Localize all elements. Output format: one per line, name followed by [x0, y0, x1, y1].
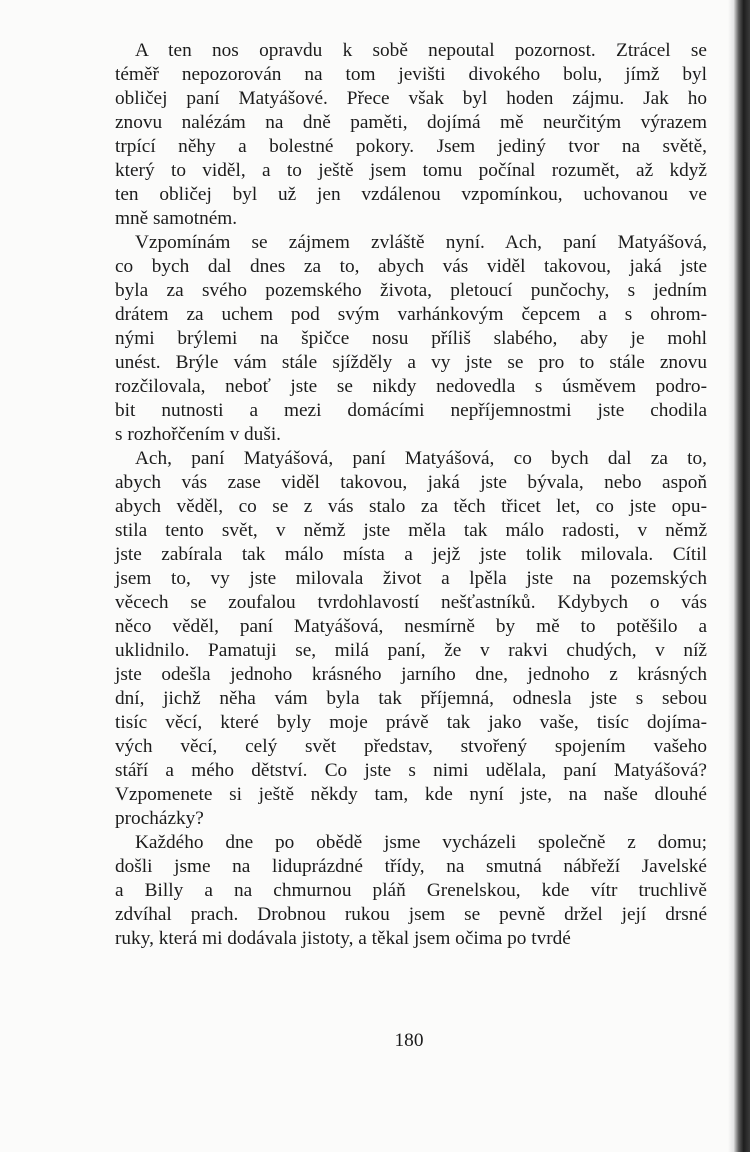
page-number-label: 180 — [394, 1030, 424, 1051]
text-line: jste odešla jednoho krásného jarního dne, jednoho z krásných — [115, 664, 707, 685]
text-line: co bych dal dnes za to, abych vás viděl takovou, jaká jste — [115, 256, 707, 277]
text-line: bit nutnosti a mezi domácími nepříjemnostmi jste chodila — [115, 400, 707, 421]
text-line: drátem za uchem pod svým varhánkovým čepcem a s ohrom- — [115, 304, 707, 325]
text-line: nými brýlemi na špičce nosu příliš slabého, aby je mohl — [115, 328, 707, 349]
text-line: s rozhořčením v duši. — [115, 424, 281, 445]
paragraph — [115, 447, 707, 831]
text-line: věcech se zoufalou tvrdohlavostí nešťastníků. Kdybych o vás — [115, 592, 707, 613]
text-line: zdvíhal prach. Drobnou rukou jsem se pevně držel její drsné — [115, 904, 707, 925]
page-number — [0, 1030, 750, 1052]
paragraph — [115, 831, 707, 951]
text-line: Vzpomenete si ještě někdy tam, kde nyní jste, na naše dlouhé — [115, 784, 707, 805]
text-line: tisíc věcí, které byly moje právě tak jako vaše, tisíc dojíma- — [115, 712, 707, 733]
text-line: jsem to, vy jste milovala život a lpěla jste na pozemských — [115, 568, 707, 589]
text-line: procházky? — [115, 808, 204, 829]
text-line: který to viděl, a to ještě jsem tomu počínal rozumět, až když — [115, 160, 707, 181]
text-line: Vzpomínám se zájmem zvláště nyní. Ach, paní Matyášová, — [135, 232, 707, 253]
text-line: byla za svého pozemského života, pletoucí punčochy, s jedním — [115, 280, 707, 301]
text-line: vých věcí, celý svět představ, stvořený spojením vašeho — [115, 736, 707, 757]
text-line: stáří a mého dětství. Co jste s nimi udělala, paní Matyášová? — [115, 760, 707, 781]
text-line: Každého dne po obědě jsme vycházeli společně z domu; — [135, 832, 707, 853]
page-body-text — [115, 39, 707, 951]
text-line: abych vás zase viděl takovou, jaká jste bývala, nebo aspoň — [115, 472, 707, 493]
text-line: došli jsme na liduprázdné třídy, na smutná nábřeží Javelské — [115, 856, 707, 877]
text-line: ten obličej byl už jen vzdálenou vzpomínkou, uchovanou ve — [115, 184, 707, 205]
text-line: obličej paní Matyášové. Přece však byl hoden zájmu. Jak ho — [115, 88, 707, 109]
text-line: mně samotném. — [115, 208, 238, 229]
text-line: dní, jichž něha vám byla tak příjemná, odnesla jste s sebou — [115, 688, 707, 709]
book-binding-edge — [734, 0, 750, 1152]
paragraph — [115, 231, 707, 447]
text-line: A ten nos opravdu k sobě nepoutal pozornost. Ztrácel se — [135, 40, 707, 61]
text-line: abych věděl, co se z vás stalo za těch třicet let, co jste opu- — [115, 496, 707, 517]
text-line: uklidnilo. Pamatuji se, milá paní, že v rakvi chudých, v níž — [115, 640, 707, 661]
text-line: trpící něhy a bolestné pokory. Jsem jediný tvor na světě, — [115, 136, 707, 157]
text-line: jste zabírala tak málo místa a jejž jste tolik milovala. Cítil — [115, 544, 707, 565]
text-line: unést. Brýle vám stále sjížděly a vy jste se pro to stále znovu — [115, 352, 707, 373]
text-line: téměř nepozorován na tom jevišti divokého bolu, jímž byl — [115, 64, 707, 85]
text-line: znovu nalézám na dně paměti, dojímá mě neurčitým výrazem — [115, 112, 707, 133]
paragraph — [115, 39, 707, 231]
text-line: ruky, která mi dodávala jistoty, a těkal jsem očima po tvrdé — [115, 928, 571, 949]
text-line: něco věděl, paní Matyášová, nesmírně by mě to potěšilo a — [115, 616, 707, 637]
text-line: Ach, paní Matyášová, paní Matyášová, co bych dal za to, — [135, 448, 707, 469]
text-line: rozčilovala, neboť jste se nikdy nedovedla s úsměvem podro- — [115, 376, 707, 397]
text-line: a Billy a na chmurnou pláň Grenelskou, kde vítr truchlivě — [115, 880, 707, 901]
text-line: stila tento svět, v němž jste měla tak málo radosti, v němž — [115, 520, 707, 541]
